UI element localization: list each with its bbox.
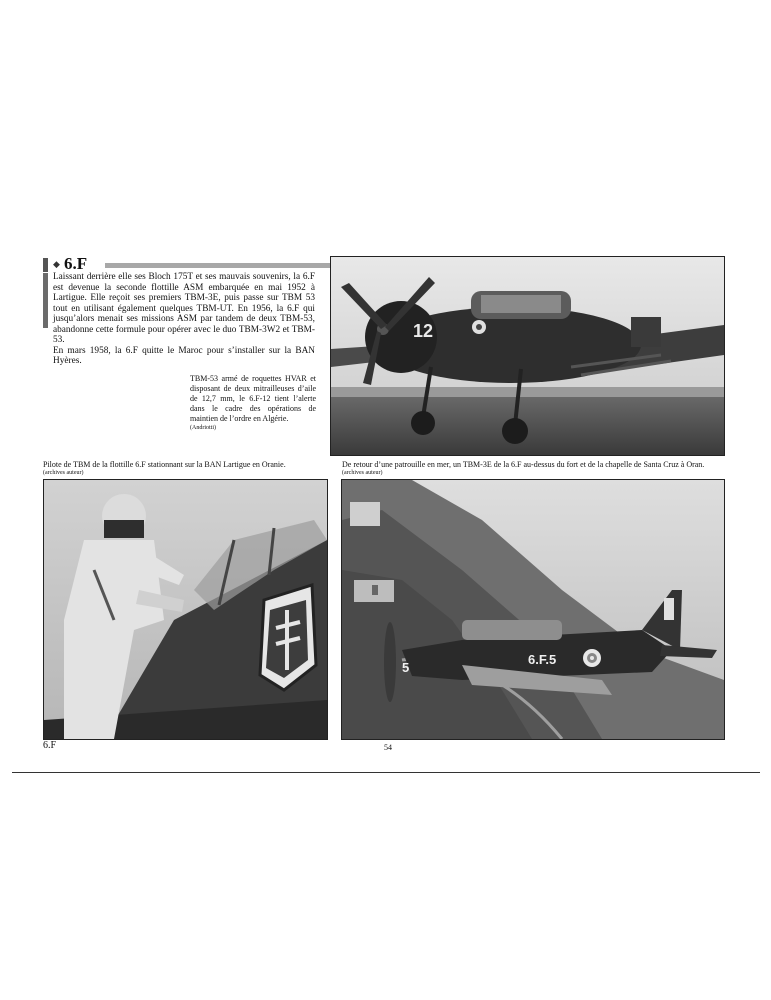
caption-text: TBM-53 armé de roquettes HVAR et disposant de deux mitrailleuses d’aile de 12,7 mm, le 6.F-12 tient l’alerte dans le cadre des opérations de maintien de l’ordre en Algérie. bbox=[190, 374, 316, 423]
intro-side-bar bbox=[43, 273, 48, 328]
caption-text: De retour d’une patrouille en mer, un TBM-3E de la 6.F au-dessus du fort et de la chapelle de Santa Cruz à Oran. bbox=[342, 460, 705, 469]
section-header bbox=[43, 254, 323, 273]
intro-paragraph: Laissant derrière elle ses Bloch 175T et ses mauvais souvenirs, la 6.F est devenue la seconde flottille ASM embarquée en mai 1952 à Lartigue. Elle reçoit ses premiers TBM-3E, puis passe sur TBM 53 tout en utilisant également quelques TBM-UT. En 1956, la 6.F qui jusqu’alors menait ses missions ASM par tandem de deux TBM-53, abandonne cette formule pour opérer avec le duo TBM-3W2 et TBM-53. bbox=[53, 272, 315, 345]
bottom-rule bbox=[12, 772, 760, 773]
aircraft-number: 5 bbox=[402, 660, 410, 675]
header-side-bar bbox=[43, 258, 48, 272]
photo-caption-2 bbox=[43, 460, 333, 477]
section-title: 6.F bbox=[64, 254, 88, 273]
photo-credit: (Andriotti) bbox=[190, 425, 216, 431]
page-number: 54 bbox=[384, 743, 392, 752]
aircraft-code: 6.F.5 bbox=[528, 652, 557, 667]
caption-text: Pilote de TBM de la flottille 6.F stationnant sur la BAN Lartigue en Oranie. bbox=[43, 460, 286, 469]
photo-caption-1 bbox=[190, 374, 316, 432]
photo-credit: (archives auteur) bbox=[342, 470, 383, 476]
intro-paragraph: En mars 1958, la 6.F quitte le Maroc pour s’installer sur la BAN Hyères. bbox=[53, 345, 315, 366]
aircraft-number: 12 bbox=[413, 321, 434, 341]
photo-credit: (archives auteur) bbox=[43, 470, 84, 476]
photo-tbm53-ground bbox=[330, 256, 725, 456]
header-rule bbox=[105, 263, 359, 268]
photo-pilot-cockpit bbox=[43, 479, 328, 740]
photo-caption-3 bbox=[342, 460, 727, 477]
intro-text bbox=[53, 272, 315, 367]
running-footer-section: 6.F bbox=[43, 740, 57, 751]
diamond-icon: ◆ bbox=[53, 260, 60, 270]
photo-tbm-in-flight bbox=[341, 479, 725, 740]
